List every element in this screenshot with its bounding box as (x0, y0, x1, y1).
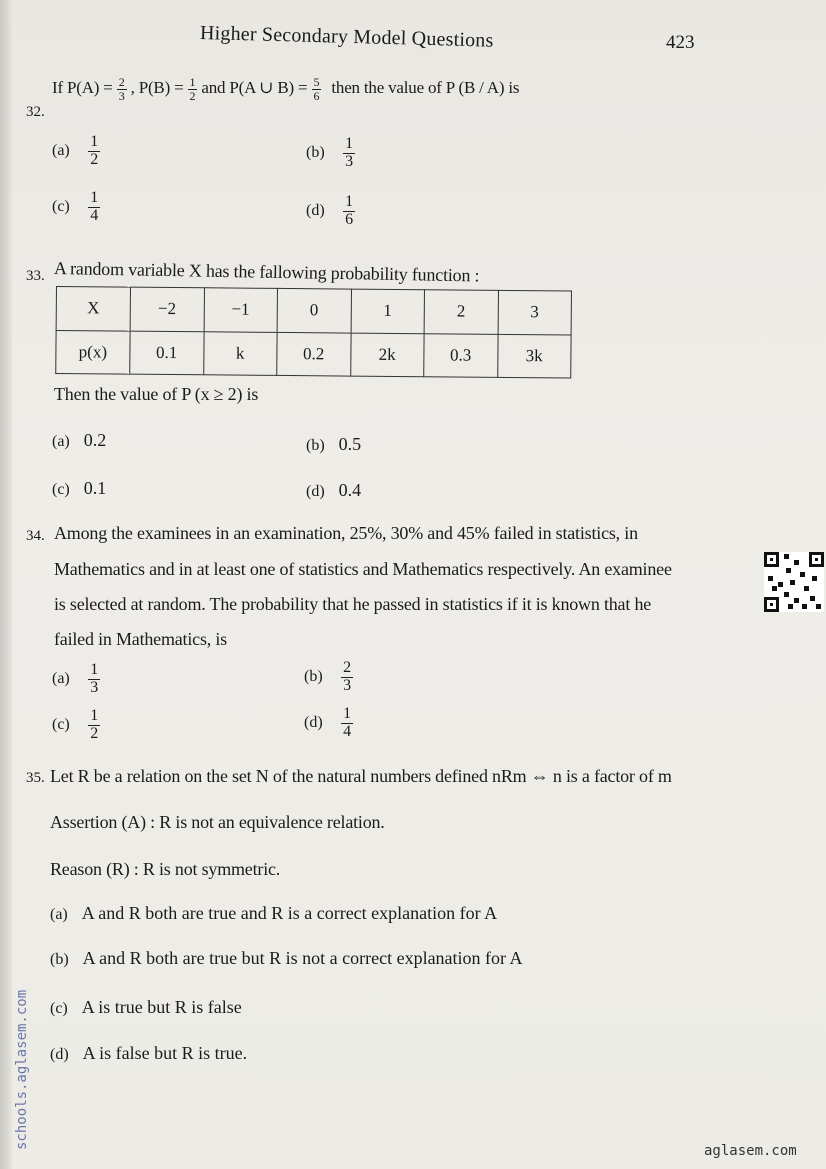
table-cell: 0.1 (130, 331, 204, 375)
q33-option-a[interactable]: (a) 0.2 (52, 430, 107, 450)
q32-pb-fraction: $\frac{1}{2}$ (189, 75, 196, 103)
table-cell: 3k (497, 334, 571, 378)
qr-code[interactable] (764, 552, 824, 612)
q33-question: A random variable X has the fallowing probability function : (53, 258, 480, 286)
q33-option-d[interactable]: (d) 0.4 (306, 480, 362, 500)
page-number: 423 (666, 32, 695, 53)
table-cell: p(x) (56, 330, 130, 374)
q34-line-2: Mathematics and in at least one of statistics and Mathematics respectively. An examinee (54, 559, 672, 579)
q33-then-text: Then the value of P (x ≥ 2) is (54, 384, 259, 404)
table-cell: 2k (350, 333, 424, 377)
table-cell: 1 (351, 289, 425, 333)
q34-option-d[interactable]: (d) $\frac{1}{4}$ (304, 705, 352, 740)
q32-pa-fraction: $\frac{2}{3}$ (118, 75, 125, 103)
table-cell: 3 (498, 290, 572, 334)
q32-pab-fraction: $\frac{5}{6}$ (313, 75, 320, 103)
q32-question: If P(A) = $\frac{2}{3}$ , P(B) = $\frac{1}{2}$ and P(A ∪ B) = $\frac{5}{6}$ then the value of P (B / A) is (52, 75, 520, 103)
q32-option-c[interactable]: (c) $\frac{1}{4}$ (52, 189, 99, 224)
q32-option-d[interactable]: (d) $\frac{1}{6}$ (306, 193, 354, 228)
q33-option-c[interactable]: (c) 0.1 (52, 478, 107, 498)
q35-question: Let R be a relation on the set N of the natural numbers defined nRm ⇔ n is a factor of m (50, 766, 672, 786)
q34-option-b[interactable]: (b) $\frac{2}{3}$ (304, 659, 352, 694)
side-watermark[interactable]: schools.aglasem.com (14, 989, 30, 1150)
q33-number: 33. (26, 268, 45, 284)
q32-option-b[interactable]: (b) $\frac{1}{3}$ (306, 135, 354, 170)
q32-option-a[interactable]: (a) $\frac{1}{2}$ (52, 133, 99, 168)
table-cell: X (56, 287, 130, 331)
q35-option-b[interactable]: (b) A and R both are true but R is not a correct explanation for A (50, 948, 523, 968)
q35-reason: Reason (R) : R is not symmetric. (50, 859, 281, 879)
q35-option-d[interactable]: (d) A is false but R is true. (50, 1043, 248, 1063)
q34-line-1: Among the examinees in an examination, 25%, 30% and 45% failed in statistics, in (54, 523, 638, 543)
q32-number: 32. (26, 104, 45, 120)
q34-number: 34. (26, 528, 45, 544)
table-cell: 2 (424, 290, 498, 334)
table-row (56, 330, 571, 378)
probability-table (55, 286, 572, 378)
table-row (56, 287, 571, 335)
q35-option-a[interactable]: (a) A and R both are true and R is a correct explanation for A (50, 903, 498, 923)
table-cell: 0.3 (424, 333, 498, 377)
q34-option-c[interactable]: (c) $\frac{1}{2}$ (52, 707, 99, 742)
q34-line-4: failed in Mathematics, is (54, 629, 227, 649)
table-cell: −1 (204, 288, 278, 332)
q35-assertion: Assertion (A) : R is not an equivalence relation. (50, 812, 385, 832)
q33-option-b[interactable]: (b) 0.5 (306, 434, 362, 454)
page-header-title: Higher Secondary Model Questions (199, 22, 494, 52)
table-cell: −2 (130, 287, 204, 331)
q34-option-a[interactable]: (a) $\frac{1}{3}$ (52, 661, 99, 696)
table-cell: 0.2 (277, 332, 351, 376)
table-cell: k (203, 331, 277, 375)
q34-line-3: is selected at random. The probability that he passed in statistics if it is known that he (54, 594, 652, 614)
table-cell: 0 (277, 288, 351, 332)
q35-number: 35. (26, 770, 45, 786)
footer-watermark[interactable]: aglasem.com (704, 1143, 797, 1159)
page-edge-shadow (0, 0, 12, 1169)
q35-option-c[interactable]: (c) A is true but R is false (50, 997, 242, 1017)
